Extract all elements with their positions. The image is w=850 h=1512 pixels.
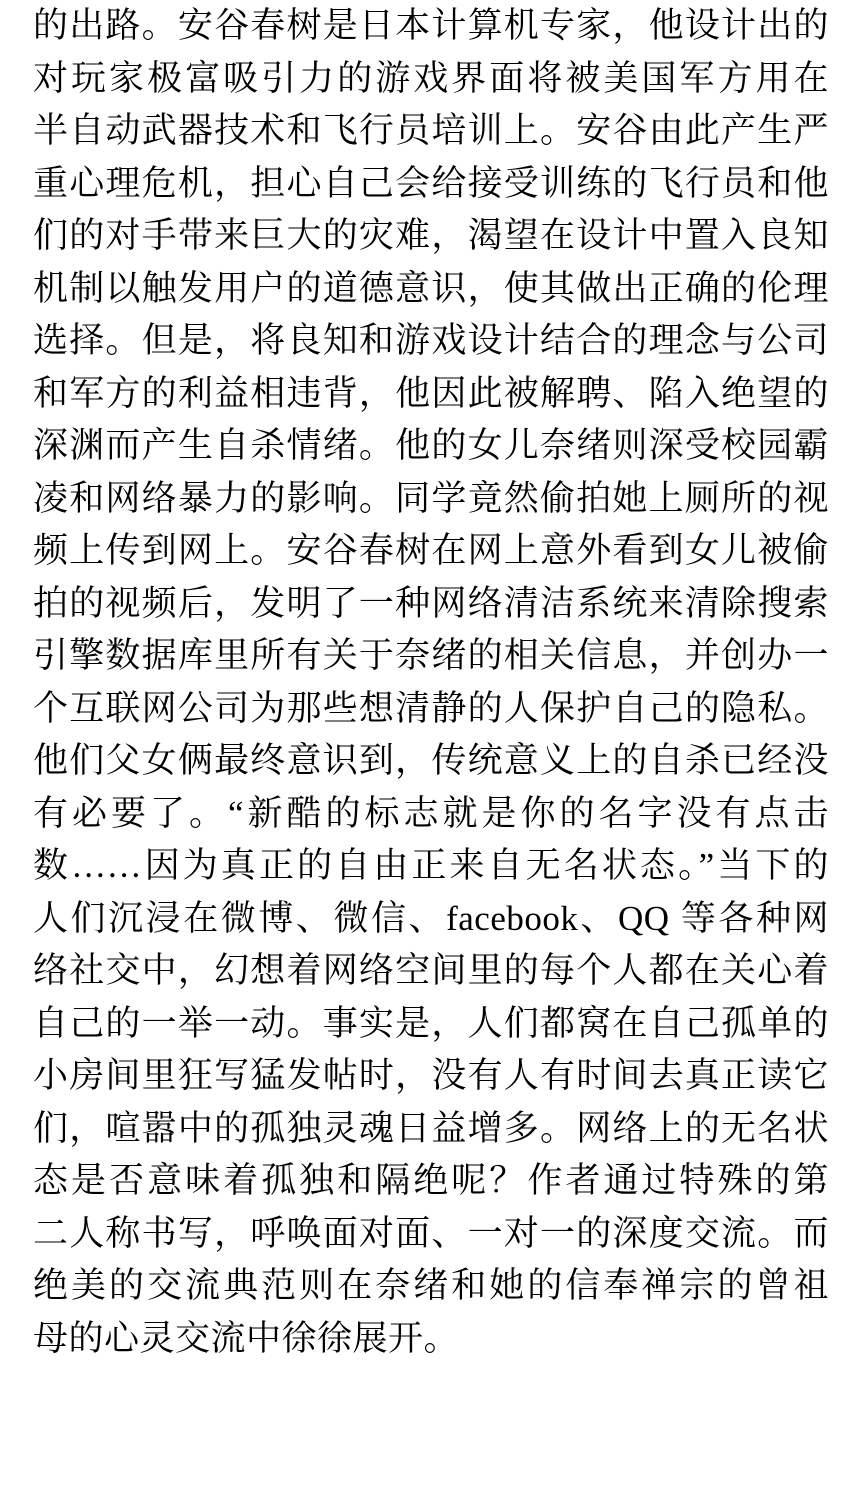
text-line: 频上传到网上。安谷春树在网上意外看到女儿被偷 <box>33 531 829 570</box>
text-line: 和军方的利益相违背，他因此被解聘、陷入绝望的 <box>33 373 829 413</box>
text-line-last: 母的心灵交流中徐徐展开。 <box>33 1318 460 1358</box>
text-line: 引擎数据库里所有关于奈绪的相关信息，并创办一 <box>33 636 829 675</box>
text-line: 二人称书写，呼唤面对面、一对一的深度交流。而 <box>33 1213 829 1253</box>
text-line: 数……因为真正的自由正来自无名状态。”当下的 <box>33 846 829 885</box>
text-line: 凌和网络暴力的影响。同学竟然偷拍她上厕所的视 <box>33 478 829 518</box>
text-line: 半自动武器技术和飞行员培训上。安谷由此产生严 <box>33 111 829 150</box>
text-line: 拍的视频后，发明了一种网络清洁系统来清除搜索 <box>33 583 829 623</box>
text-line: 他们父女俩最终意识到，传统意义上的自杀已经没 <box>33 741 829 780</box>
text-line: 选择。但是，将良知和游戏设计结合的理念与公司 <box>33 321 829 360</box>
text-line: 个互联网公司为那些想清静的人保护自己的隐私。 <box>33 688 829 728</box>
text-line: 对玩家极富吸引力的游戏界面将被美国军方用在 <box>33 58 829 98</box>
text-line: 们的对手带来巨大的灾难，渴望在设计中置入良知 <box>33 216 829 255</box>
body-paragraph <box>33 0 829 1365</box>
text-line: 态是否意味着孤独和隔绝呢？作者通过特殊的第 <box>33 1161 829 1200</box>
text-line: 机制以触发用户的道德意识，使其做出正确的伦理 <box>33 268 829 308</box>
text-line: 络社交中，幻想着网络空间里的每个人都在关心着 <box>33 951 829 990</box>
text-line: 有必要了。“新酷的标志就是你的名字没有点击 <box>33 793 829 833</box>
text-line: 重心理危机，担心自己会给接受训练的飞行员和他 <box>33 163 829 203</box>
text-line: 们，喧嚣中的孤独灵魂日益增多。网络上的无名状 <box>33 1108 829 1148</box>
text-line: 小房间里狂写猛发帖时，没有人有时间去真正读它 <box>33 1056 829 1095</box>
text-line: 绝美的交流典范则在奈绪和她的信奉禅宗的曾祖 <box>33 1266 829 1305</box>
document-page <box>33 0 829 1365</box>
text-line: 自己的一举一动。事实是，人们都窝在自己孤单的 <box>33 1003 829 1043</box>
text-line: 深渊而产生自杀情绪。他的女儿奈绪则深受校园霸 <box>33 426 829 465</box>
text-line: 人们沉浸在微博、微信、facebook、QQ 等各种网 <box>33 898 830 938</box>
text-line: 的出路。安谷春树是日本计算机专家，他设计出的 <box>33 6 829 45</box>
